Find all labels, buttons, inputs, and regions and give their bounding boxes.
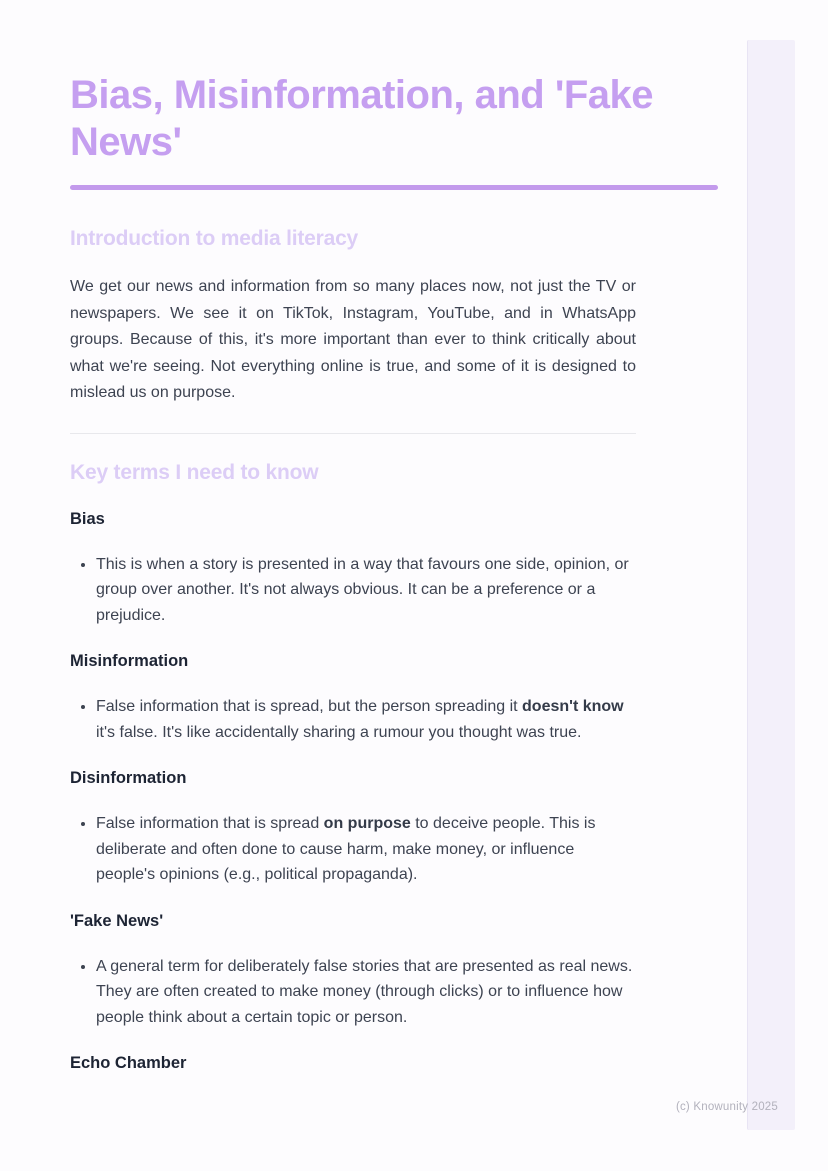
section-divider bbox=[70, 433, 636, 434]
term-heading-fake-news: 'Fake News' bbox=[70, 911, 164, 930]
document-page bbox=[70, 0, 718, 1074]
section-heading-key-terms: Key terms I need to know bbox=[70, 460, 319, 484]
term-definition-list bbox=[70, 552, 636, 629]
intro-paragraph: We get our news and information from so many places now, not just the TV or newspapers. We see it on TikTok, Instagram, YouTube, and in WhatsApp groups. Because of this, it's more important than ever to think critically about what we're seeing. Not everything online is true, and some of it is designed to mislead us on purpose. bbox=[70, 278, 636, 401]
term-definition-list bbox=[70, 694, 636, 745]
term-definition-bias: • This is when a story is presented in a way that favours one side, opinion, or group over another. It's not always obvious. It can be a preference or a prejudice. bbox=[96, 552, 636, 629]
title-rule bbox=[70, 185, 718, 190]
term-definition-disinformation: • False information that is spread on purpose to deceive people. This is deliberate and often done to cause harm, make money, or influence people's opinions (e.g., political propaganda). bbox=[96, 811, 636, 888]
term-definition-list bbox=[70, 811, 636, 888]
term-definition-misinformation: • False information that is spread, but the person spreading it doesn't know it's false. It's like accidentally sharing a rumour you thought was true. bbox=[96, 694, 636, 745]
page-edge-strip bbox=[747, 40, 795, 1130]
term-heading-disinformation: Disinformation bbox=[70, 769, 187, 787]
term-definition-fake-news: • A general term for deliberately false stories that are presented as real news. They are often created to make money (through clicks) or to influence how people think about a certain topic or person. bbox=[96, 954, 636, 1031]
term-heading-misinformation: Misinformation bbox=[70, 652, 189, 670]
term-heading-bias: Bias bbox=[70, 509, 105, 528]
copyright-footer: (c) Knowunity 2025 bbox=[675, 1101, 778, 1113]
term-heading-echo-chamber: Echo Chamber bbox=[70, 1054, 187, 1072]
term-definition-list bbox=[70, 954, 636, 1031]
page-title: Bias, Misinformation, and 'Fake News' bbox=[70, 73, 654, 164]
section-heading-introduction: Introduction to media literacy bbox=[70, 227, 359, 250]
